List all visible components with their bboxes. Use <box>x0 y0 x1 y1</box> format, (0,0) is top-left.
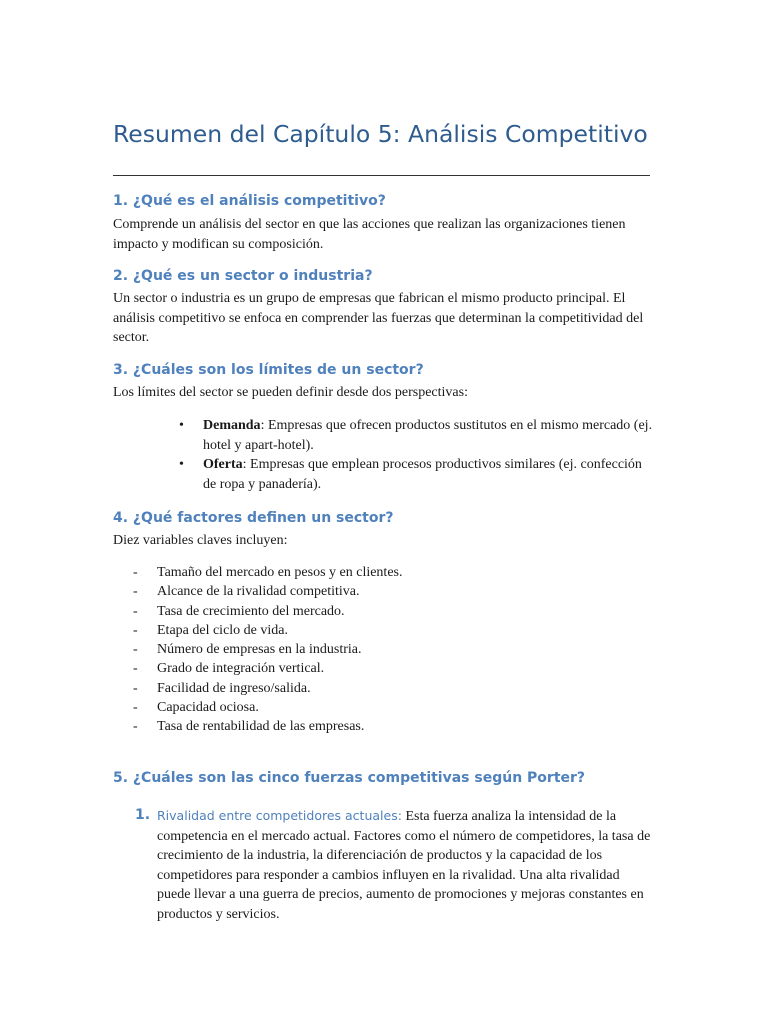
dash-icon: - <box>133 661 138 677</box>
dash-icon: - <box>133 565 138 580</box>
section-3-bullet-list <box>173 416 653 494</box>
dash-icon: - <box>133 719 138 735</box>
list-item: - Alcance de la rivalidad competitiva. <box>133 582 633 601</box>
force-name: Rivalidad entre competidores actuales: <box>157 808 402 823</box>
dash-icon: - <box>133 642 138 658</box>
section-4-heading: 4. ¿Qué factores definen un sector? <box>113 510 394 526</box>
section-4-intro: Diez variables claves incluyen: <box>113 533 288 548</box>
title-divider <box>113 175 650 176</box>
dash-icon: - <box>133 584 138 600</box>
list-item: - Facilidad de ingreso/salida. <box>133 679 633 698</box>
section-3-intro: Los límites del sector se pueden definir desde dos perspectivas: <box>113 385 468 400</box>
force-description: Esta fuerza analiza la intensidad de la competencia en el mercado actual. Factores como el número de competidores, la tasa de crecimiento de la industria, la diferenciación de productos y la capacidad de los competidores para responder a cambios influyen en la rivalidad. Una alta rivalidad puede llevar a una guerra de precios, aumento de promociones y mejoras constantes en productos y servicios. <box>157 809 651 922</box>
list-item: - Tamaño del mercado en pesos y en clientes. <box>133 563 633 582</box>
dash-icon: - <box>133 603 138 619</box>
section-1-body: Comprende un análisis del sector en que las acciones que realizan las organizaciones tienen impacto y modifican su composición. <box>113 217 626 252</box>
dash-icon: - <box>133 700 138 716</box>
bullet-icon: • <box>179 457 184 472</box>
bullet-term: Oferta <box>203 457 243 472</box>
item-number: 1. <box>135 807 151 823</box>
bullet-term: Demanda <box>203 418 261 433</box>
list-item: - Tasa de rentabilidad de las empresas. <box>133 717 633 736</box>
list-item: - Etapa del ciclo de vida. <box>133 621 633 640</box>
dash-icon: - <box>133 680 138 696</box>
list-item: - Capacidad ociosa. <box>133 698 633 717</box>
bullet-text: : Empresas que ofrecen productos sustitutos en el mismo mercado (ej. hotel y apart-hotel). <box>203 418 653 453</box>
section-4-factor-list <box>133 563 633 737</box>
section-1-heading: 1. ¿Qué es el análisis competitivo? <box>113 193 386 209</box>
document-title: Resumen del Capítulo 5: Análisis Competitivo <box>113 120 648 148</box>
list-item: - Número de empresas en la industria. <box>133 640 633 659</box>
bullet-text: : Empresas que emplean procesos productivos similares (ej. confección de ropa y panadería). <box>203 457 642 492</box>
list-item <box>173 416 653 455</box>
section-2-body: Un sector o industria es un grupo de empresas que fabrican el mismo producto principal. El análisis competitivo se enfoca en comprender las fuerzas que determinan la competitividad del sector. <box>113 291 644 345</box>
list-item: - Grado de integración vertical. <box>133 659 633 678</box>
list-item <box>135 806 655 924</box>
section-3-heading: 3. ¿Cuáles son los límites de un sector? <box>113 362 424 378</box>
bullet-icon: • <box>179 418 184 433</box>
section-5-forces-list <box>135 806 655 924</box>
section-2-heading: 2. ¿Qué es un sector o industria? <box>113 268 373 284</box>
list-item <box>173 455 653 494</box>
list-item: - Tasa de crecimiento del mercado. <box>133 602 633 621</box>
dash-icon: - <box>133 622 138 638</box>
section-5-heading: 5. ¿Cuáles son las cinco fuerzas competitivas según Porter? <box>113 770 586 786</box>
